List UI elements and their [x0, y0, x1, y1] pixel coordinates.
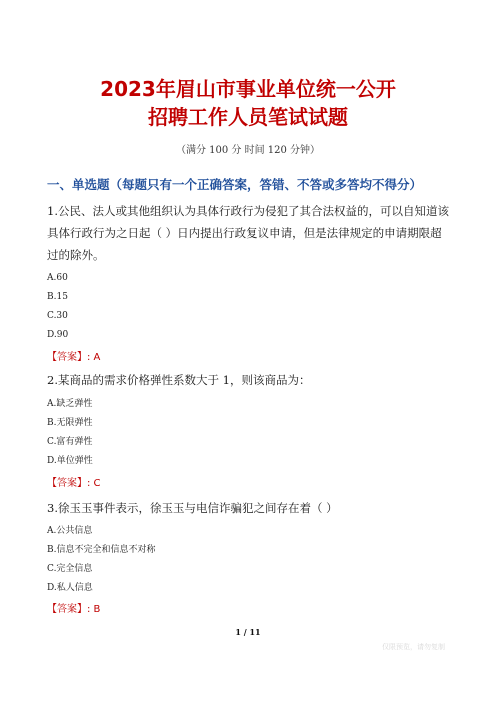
question-3-option-b: B.信息不完全和信息不对称: [47, 545, 156, 555]
question-3-answer: 【答案】: B: [47, 604, 101, 615]
question-3-stem: 3.徐玉玉事件表示，徐玉玉与电信诈骗犯之间存在着（ ）: [47, 501, 338, 515]
question-1-option-d: D.90: [47, 330, 69, 340]
exam-info: （满分 100 分 时间 120 分钟）: [175, 145, 321, 156]
section-heading: 一、单选题（每题只有一个正确答案，答错、不答或多答均不得分）: [47, 177, 423, 192]
question-2-option-d: D.单位弹性: [47, 456, 93, 466]
question-1-option-c: C.30: [47, 311, 68, 321]
question-2-option-c: C.富有弹性: [47, 437, 93, 447]
question-3-option-d: D.私人信息: [47, 583, 93, 593]
question-1-option-a: A.60: [47, 273, 68, 283]
question-3-option-a: A.公共信息: [47, 526, 93, 536]
question-2-stem: 2.某商品的需求价格弹性系数大于 1，则该商品为：: [47, 373, 311, 387]
document-title-line-2: 招聘工作人员笔试试题: [148, 105, 348, 129]
question-2-answer: 【答案】: C: [47, 478, 101, 489]
document-title-line-1: 2023年眉山市事业单位统一公开: [100, 77, 396, 101]
question-3-option-c: C.完全信息: [47, 564, 93, 574]
question-1-answer: 【答案】: A: [47, 352, 101, 363]
question-2-option-a: A.缺乏弹性: [47, 399, 93, 409]
question-1-option-b: B.15: [47, 292, 68, 302]
question-2-option-b: B.无限弹性: [47, 418, 93, 428]
page-number: 1 / 11: [235, 627, 261, 637]
question-1-stem: 1.公民、法人或其他组织认为具体行政行为侵犯了其合法权益的，可以自知道该具体行政行为之日起（ ）日内提出行政复议申请，但是法律规定的申请期限超过的除外。: [47, 204, 449, 262]
watermark: 仅限预览，请勿复制: [382, 643, 445, 651]
